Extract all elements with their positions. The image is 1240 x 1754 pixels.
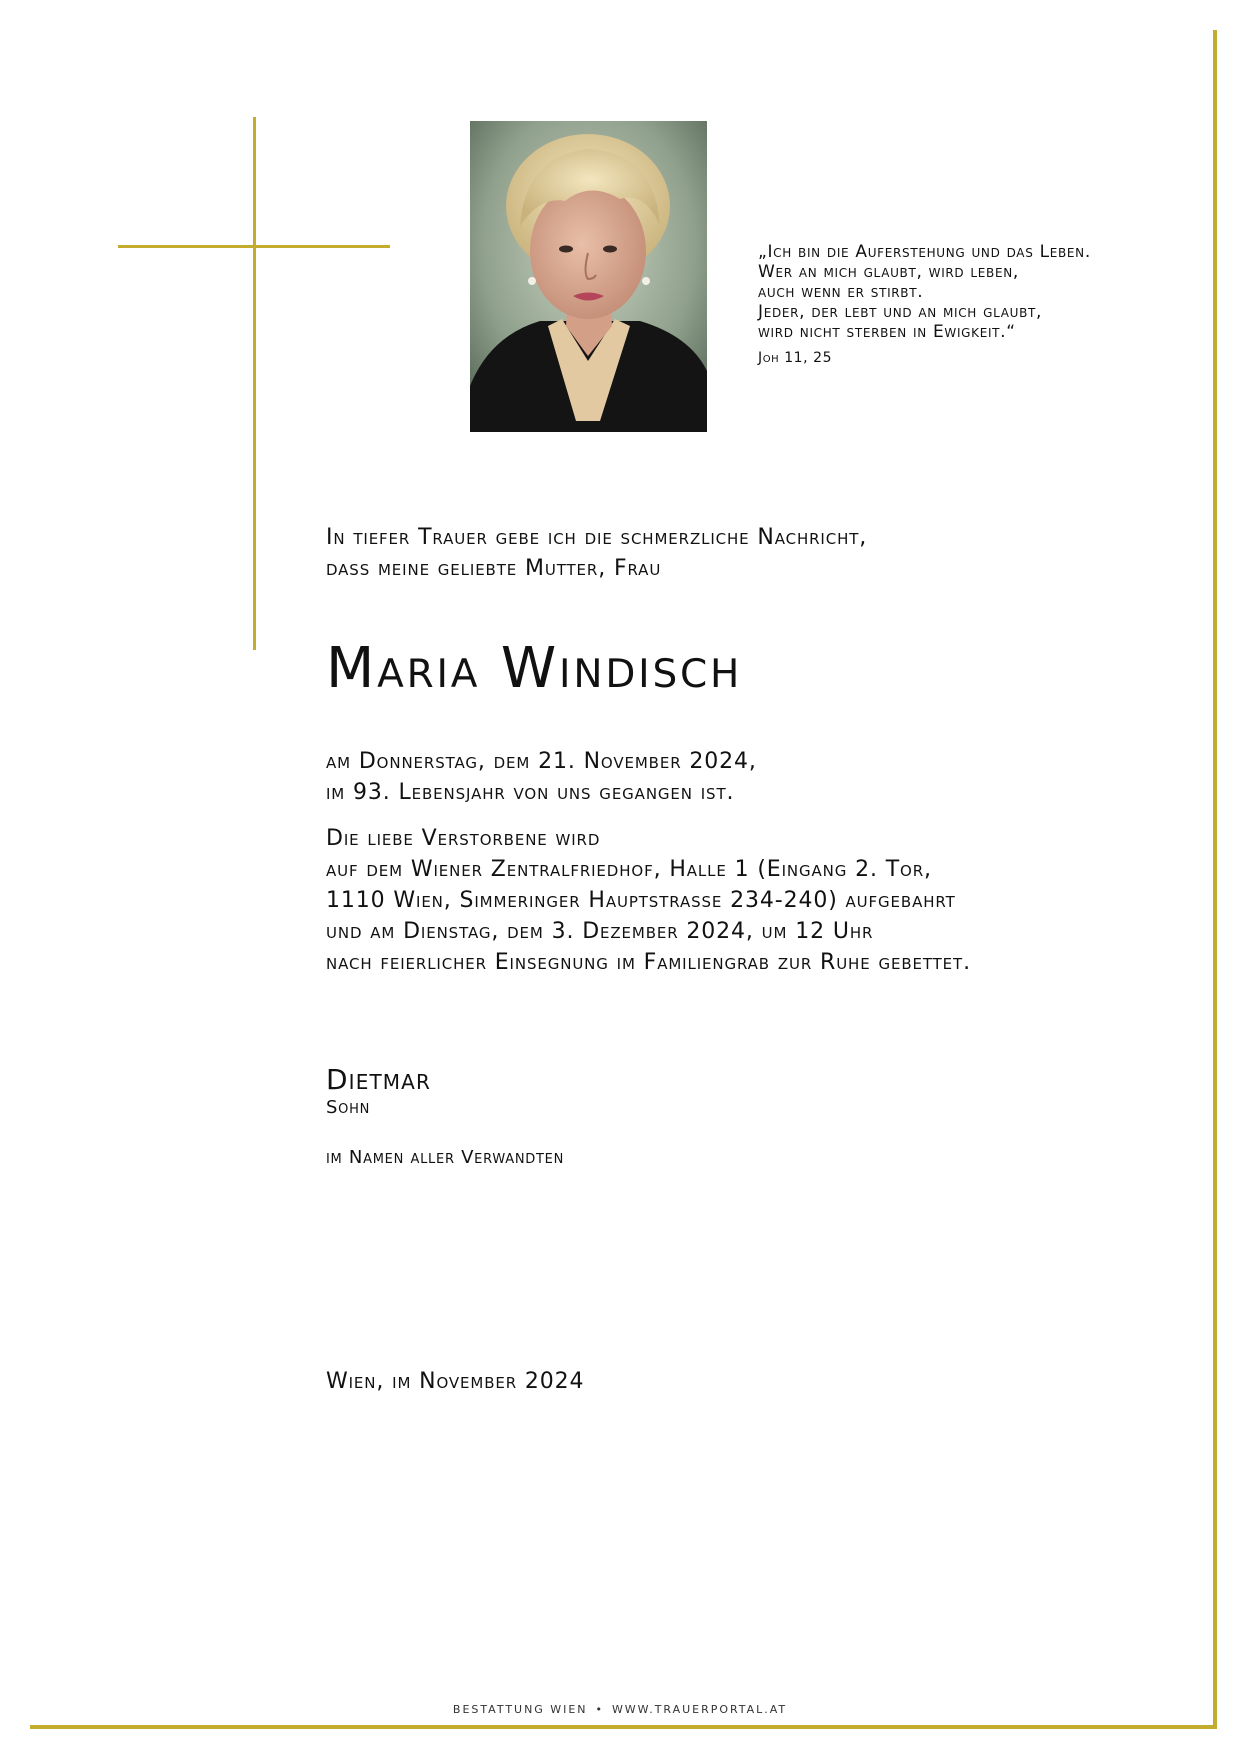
place-date: Wien, im November 2024: [326, 1369, 585, 1394]
footer: [0, 1703, 1240, 1716]
portrait-photo: [470, 121, 707, 432]
funeral-line: auf dem Wiener Zentralfriedhof, Halle 1 (Eingang 2. Tor,: [326, 857, 932, 882]
footer-company: BESTATTUNG WIEN: [452, 1703, 588, 1716]
intro-line: dass meine geliebte Mutter, Frau: [326, 556, 662, 581]
quote-line: wird nicht sterben in Ewigkeit.“: [758, 322, 1016, 342]
funeral-line: Die liebe Verstorbene wird: [326, 826, 601, 851]
funeral-line: nach feierlicher Einsegnung im Familiengrab zur Ruhe gebettet.: [326, 950, 971, 975]
frame-right-border: [1213, 30, 1217, 1728]
bible-quote: [758, 242, 1198, 342]
quote-line: Wer an mich glaubt, wird leben,: [758, 262, 1019, 282]
announcement-intro: [326, 522, 867, 584]
cross-horizontal-bar: [118, 245, 390, 248]
footer-separator: •: [595, 1703, 604, 1716]
funeral-line: 1110 Wien, Simmeringer Hauptstrasse 234-240) aufgebahrt: [326, 888, 956, 913]
quote-source: Joh 11, 25: [758, 350, 833, 366]
quote-line: „Ich bin die Auferstehung und das Leben.: [758, 242, 1091, 262]
cross-vertical-bar: [253, 117, 256, 650]
frame-bottom-border: [30, 1725, 1217, 1729]
footer-website: WWW.TRAUERPORTAL.AT: [611, 1703, 788, 1716]
deceased-name: Maria Windisch: [326, 636, 743, 701]
funeral-info-block: [326, 823, 971, 978]
quote-line: auch wenn er stirbt.: [758, 282, 924, 302]
death-date-block: [326, 746, 757, 808]
intro-line: In tiefer Trauer gebe ich die schmerzliche Nachricht,: [326, 525, 868, 550]
date-line: im 93. Lebensjahr von uns gegangen ist.: [326, 780, 735, 805]
signer-family-note: im Namen aller Verwandten: [326, 1147, 565, 1168]
signer-name: Dietmar: [326, 1063, 431, 1096]
quote-line: Jeder, der lebt und an mich glaubt,: [758, 302, 1043, 322]
date-line: am Donnerstag, dem 21. November 2024,: [326, 749, 757, 774]
signer-relation: Sohn: [326, 1097, 371, 1118]
funeral-line: und am Dienstag, dem 3. Dezember 2024, um 12 Uhr: [326, 919, 874, 944]
